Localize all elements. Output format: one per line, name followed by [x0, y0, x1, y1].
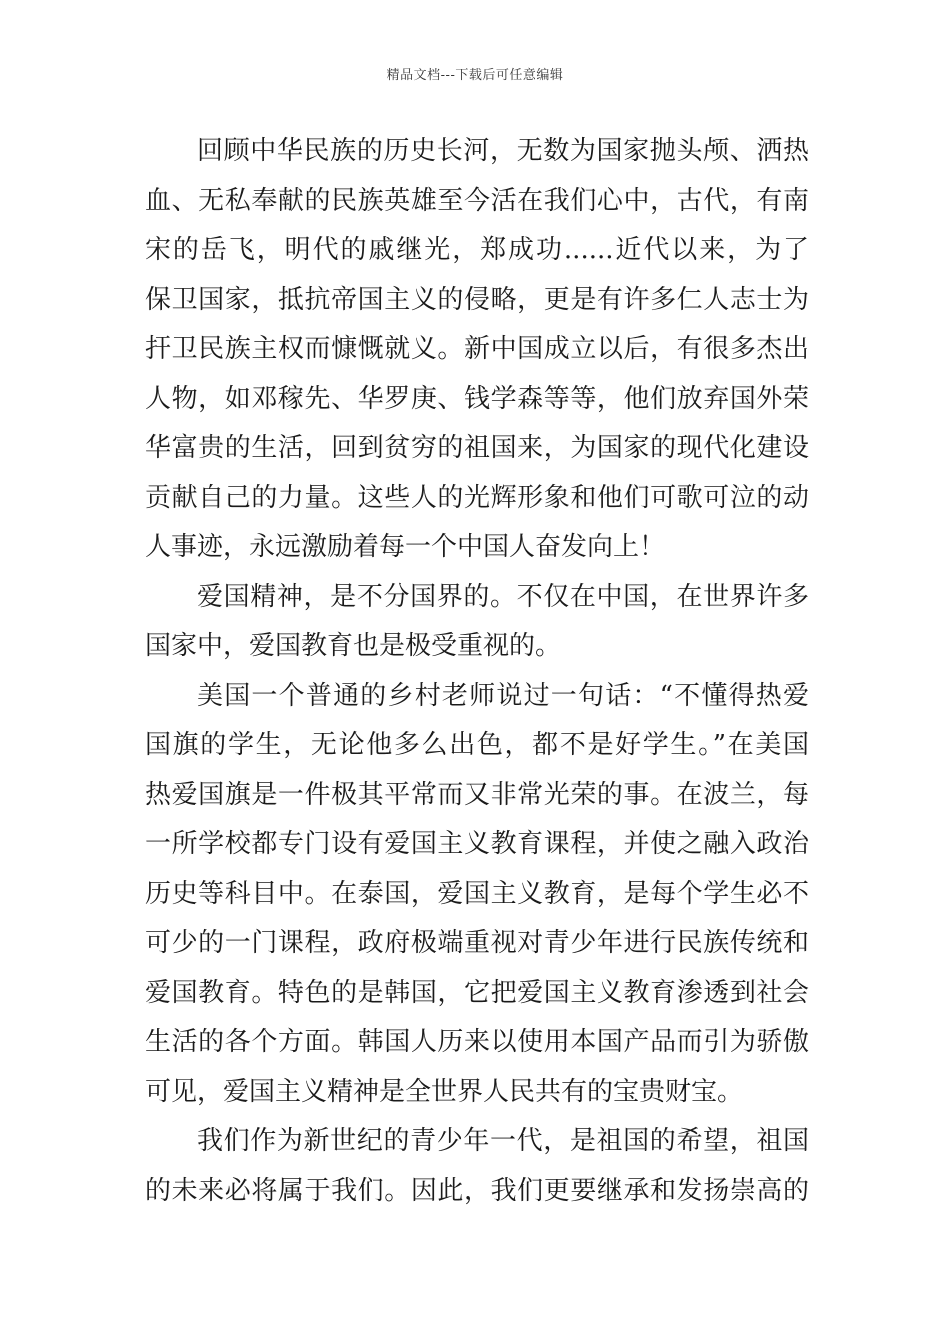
- text-line: 热爱国旗是一件极其平常而又非常光荣的事。在波兰，每: [145, 779, 809, 810]
- text-line: 人事迹，永远激励着每一个中国人奋发向上！: [145, 532, 666, 562]
- text-line: 华富贵的生活，回到贫穷的祖国来，为国家的现代化建设: [145, 433, 809, 463]
- text-line: 保卫国家，抵抗帝国主义的侵略，更是有许多仁人志士为: [145, 284, 809, 315]
- text-line: 一所学校都专门设有爱国主义教育课程，并使之融入政治: [145, 829, 809, 859]
- paragraph-heroes: [145, 127, 809, 573]
- text-line: 贡献自己的力量。这些人的光辉形象和他们可歌可泣的动: [145, 482, 809, 513]
- text-line: 回顾中华民族的历史长河，无数为国家抛头颅、洒热: [197, 136, 809, 166]
- paragraph-other-countries: [145, 672, 809, 1118]
- text-line: 国家中，爱国教育也是极受重视的。: [145, 631, 562, 661]
- text-line: 我们作为新世纪的青少年一代，是祖国的希望，祖国: [197, 1126, 809, 1156]
- text-line: 宋的岳飞，明代的戚继光，郑成功......近代以来，为了: [145, 235, 809, 265]
- text-line: 爱国教育。特色的是韩国，它把爱国主义教育渗透到社会: [145, 977, 809, 1008]
- text-line: 历史等科目中。在泰国，爱国主义教育，是每个学生必不: [145, 878, 809, 909]
- text-line: 扞卫民族主权而慷慨就义。新中国成立以后，有很多杰出: [145, 334, 809, 364]
- document-body: [145, 127, 809, 1216]
- text-line: 可少的一门课程，政府极端重视对青少年进行民族传统和: [145, 928, 809, 958]
- text-line: 生活的各个方面。韩国人历来以使用本国产品而引为骄傲: [145, 1027, 809, 1057]
- text-line: 美国一个普通的乡村老师说过一句话：“不懂得热爱: [197, 680, 809, 711]
- paragraph-youth: [145, 1117, 809, 1216]
- paragraph-no-borders: [145, 573, 809, 672]
- page-header: 精品文档---下载后可任意编辑: [386, 68, 564, 83]
- text-line: 国旗的学生，无论他多么出色，都不是好学生。”在美国: [145, 730, 809, 760]
- text-line: 爱国精神，是不分国界的。不仅在中国，在世界许多: [197, 581, 809, 612]
- text-line: 的未来必将属于我们。因此，我们更要继承和发扬崇高的: [145, 1175, 809, 1206]
- text-line: 血、无私奉献的民族英雄至今活在我们心中，古代，有南: [145, 185, 809, 216]
- text-line: 可见，爱国主义精神是全世界人民共有的宝贵财宝。: [145, 1076, 744, 1107]
- text-line: 人物，如邓稼先、华罗庚、钱学森等等，他们放弃国外荣: [145, 383, 809, 414]
